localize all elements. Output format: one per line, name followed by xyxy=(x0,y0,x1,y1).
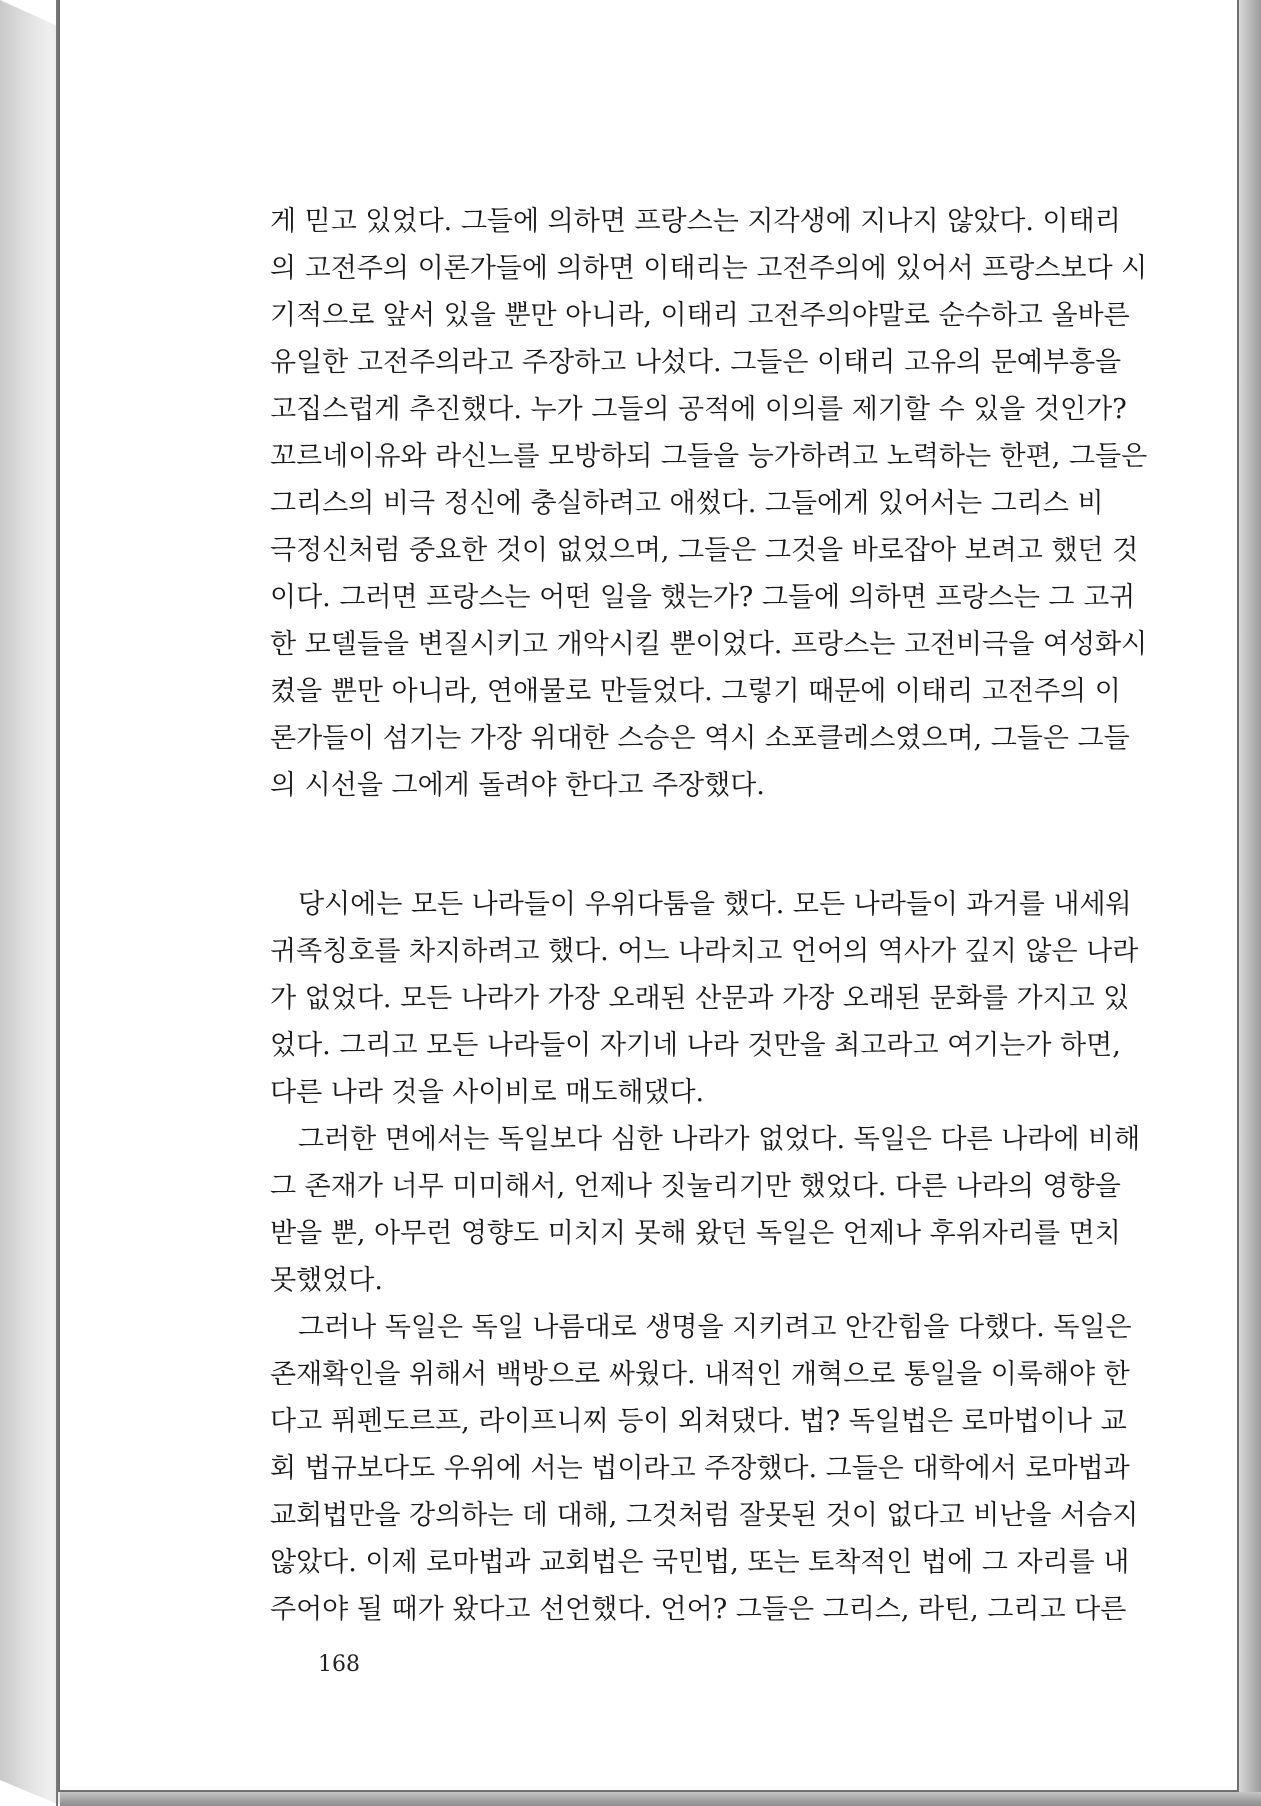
paragraph-1 xyxy=(270,198,1170,809)
text-line: 교회법만을 강의하는 데 대해, 그것처럼 잘못된 것이 없다고 비난을 서슴지 xyxy=(270,1500,1139,1531)
page-shadow-bottom xyxy=(60,1792,1261,1806)
text-line: 다고 퓌펜도르프, 라이프니찌 등이 외쳐댔다. 법? 독일법은 로마법이나 교 xyxy=(270,1406,1127,1437)
text-line: 그러나 독일은 독일 나름대로 생명을 지키려고 안간힘을 다했다. 독일은 xyxy=(298,1312,1132,1343)
text-line: 극정신처럼 중요한 것이 없었으며, 그들은 그것을 바로잡아 보려고 했던 것 xyxy=(270,535,1139,566)
body-text xyxy=(270,198,1170,1633)
text-line: 유일한 고전주의라고 주장하고 나섰다. 그들은 이태리 고유의 문예부흥을 xyxy=(270,347,1122,378)
text-line: 게 믿고 있었다. 그들에 의하면 프랑스는 지각생에 지나지 않았다. 이태리 xyxy=(270,206,1121,237)
text-line: 꼬르네이유와 라신느를 모방하되 그들을 능가하려고 노력하는 한편, 그들은 xyxy=(270,441,1148,472)
text-line: 귀족칭호를 차지하려고 했다. 어느 나라치고 언어의 역사가 깊지 않은 나라 xyxy=(270,936,1139,967)
page-shadow-right xyxy=(1239,0,1261,1806)
text-line: 않았다. 이제 로마법과 교회법은 국민법, 또는 토착적인 법에 그 자리를 내 xyxy=(270,1547,1130,1578)
text-line: 론가들이 섬기는 가장 위대한 스승은 역시 소포클레스였으며, 그들은 그들 xyxy=(270,723,1130,754)
text-line: 켰을 뿐만 아니라, 연애물로 만들었다. 그렇기 때문에 이태리 고전주의 이 xyxy=(270,676,1121,707)
text-line: 한 모델들을 변질시키고 개악시킬 뿐이었다. 프랑스는 고전비극을 여성화시 xyxy=(270,629,1148,660)
text-line: 주어야 될 때가 왔다고 선언했다. 언어? 그들은 그리스, 라틴, 그리고 다른 xyxy=(270,1594,1127,1625)
text-line: 다른 나라 것을 사이비로 매도해댔다. xyxy=(270,1077,705,1108)
text-line: 받을 뿐, 아무런 영향도 미치지 못해 왔던 독일은 언제나 후위자리를 면치 xyxy=(270,1218,1121,1249)
text-line: 의 고전주의 이론가들에 의하면 이태리는 고전주의에 있어서 프랑스보다 시 xyxy=(270,253,1148,284)
paragraph-2 xyxy=(270,881,1170,1116)
text-line: 기적으로 앞서 있을 뿐만 아니라, 이태리 고전주의야말로 순수하고 올바른 xyxy=(270,300,1130,331)
text-line: 그러한 면에서는 독일보다 심한 나라가 없었다. 독일은 다른 나라에 비해 xyxy=(298,1124,1141,1155)
book-page xyxy=(58,0,1239,1792)
text-line: 회 법규보다도 우위에 서는 법이라고 주장했다. 그들은 대학에서 로마법과 xyxy=(270,1453,1130,1484)
paragraph-3 xyxy=(270,1116,1170,1304)
text-line: 못했었다. xyxy=(270,1265,383,1296)
text-line: 고집스럽게 추진했다. 누가 그들의 공적에 이의를 제기할 수 있을 것인가? xyxy=(270,394,1127,425)
text-line: 당시에는 모든 나라들이 우위다툼을 했다. 모든 나라들이 과거를 내세워 xyxy=(298,889,1132,920)
book-side-edge xyxy=(0,0,62,1806)
paragraph-4 xyxy=(270,1304,1170,1633)
text-line: 존재확인을 위해서 백방으로 싸웠다. 내적인 개혁으로 통일을 이룩해야 한 xyxy=(270,1359,1130,1390)
page-number: 168 xyxy=(318,1652,360,1677)
text-line: 그리스의 비극 정신에 충실하려고 애썼다. 그들에게 있어서는 그리스 비 xyxy=(270,488,1104,519)
paragraph-gap xyxy=(270,809,1170,881)
text-line: 이다. 그러면 프랑스는 어떤 일을 했는가? 그들에 의하면 프랑스는 그 고귀 xyxy=(270,582,1136,613)
text-line: 의 시선을 그에게 돌려야 한다고 주장했다. xyxy=(270,770,765,801)
text-line: 그 존재가 너무 미미해서, 언제나 짓눌리기만 했었다. 다른 나라의 영향을 xyxy=(270,1171,1121,1202)
text-line: 었다. 그리고 모든 나라들이 자기네 나라 것만을 최고라고 여기는가 하면, xyxy=(270,1030,1121,1061)
text-line: 가 없었다. 모든 나라가 가장 오래된 산문과 가장 오래된 문화를 가지고 있 xyxy=(270,983,1130,1014)
